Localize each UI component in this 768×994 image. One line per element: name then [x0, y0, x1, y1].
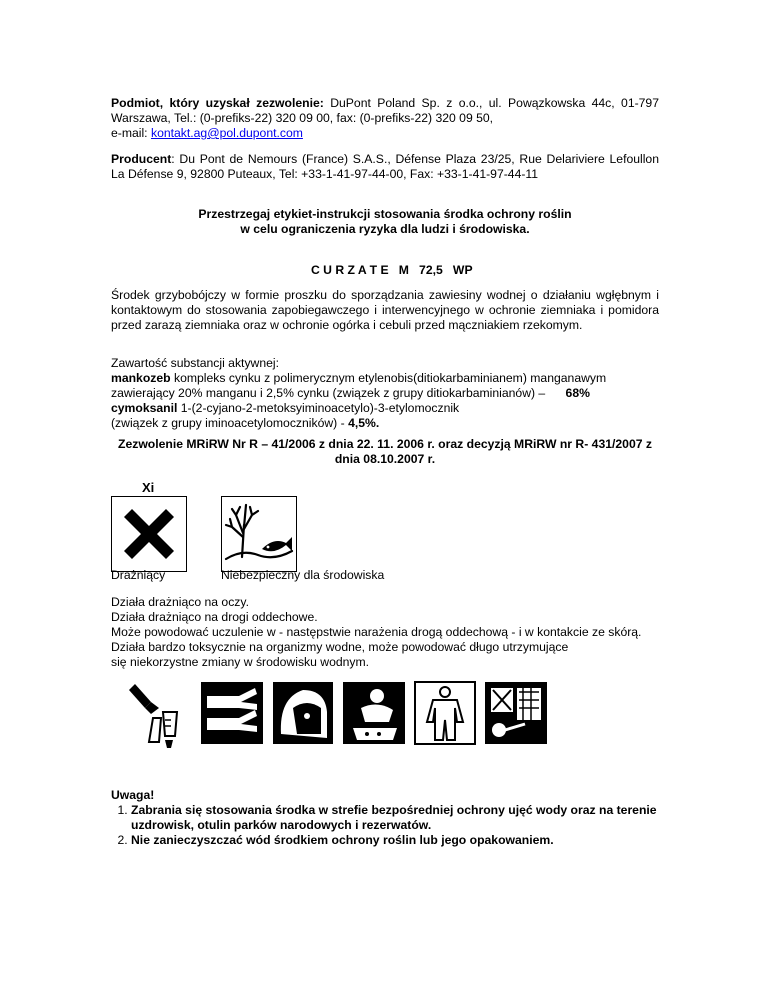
substance-2-value: 4,5%. — [348, 416, 380, 430]
risk-phrase: Działa bardzo toksycznie na organizmy wodne, może powodować długo utrzymujące — [111, 640, 569, 654]
producer-paragraph — [111, 152, 659, 182]
producer-text: : Du Pont de Nemours (France) S.A.S., Défense Plaza 23/25, Rue Delariviere Lefoullon La Défense 9, 92800 Puteaux, Tel: +33-1-41-97-44-00, Fax: +33-1-41-97-44-11 — [111, 152, 659, 181]
substance-1-name: mankozeb — [111, 371, 171, 385]
hazard-code-xi: Xi — [142, 480, 155, 495]
risk-phrase: się niekorzystne zmiany w środowisku wodnym. — [111, 655, 370, 669]
substance-1-text: kompleks cynku z polimerycznym etylenobis(ditiokarbaminianem) manganawym zawierający 20% manganu i 2,5% cynku (związek z grupy ditiokarbaminianów) – — [111, 371, 607, 400]
pictogram-row — [121, 678, 571, 754]
face-shield-icon — [273, 682, 333, 744]
producer-label: Producent — [111, 152, 172, 166]
measuring-pouring-icon — [129, 684, 177, 748]
active-substances-heading: Zawartość substancji aktywnej: — [111, 356, 279, 370]
substance-2-name: cymoksanil — [111, 401, 178, 415]
notice-list — [111, 803, 659, 848]
notice-section — [111, 788, 659, 848]
email-link[interactable]: kontakt.ag@pol.dupont.com — [150, 126, 303, 140]
email-prefix: e-mail: — [111, 126, 151, 140]
substance-1-value: 68% — [565, 386, 590, 400]
irritant-caption: Drażniący — [111, 568, 166, 582]
store-locked-icon — [485, 682, 547, 744]
washing-icon — [343, 682, 405, 744]
substance-2-group: (związek z grupy iminoacetylomoczników) - — [111, 416, 349, 430]
notice-item-1: 1. Zabrania się stosowania środka w strefie bezpośredniej ochrony ujęć wody oraz na terenie uzdrowisk, otulin parków narodowych i rezerwatów. — [131, 803, 659, 833]
risk-phrase: Może powodować uczulenie w - następstwie narażenia drogą oddechową - i w kontakcie ze skórą. — [111, 625, 642, 639]
product-description: Środek grzybobójczy w formie proszku do sporządzania zawiesiny wodnej o działaniu wgłębnym i kontaktowym do stosowania zapobiegawczego i interwencyjnego w ochronie ziemniaka i pomidora przed zarazą ziemniaka oraz w ochronie ogórka i cebuli przed mączniakiem rzekomym. — [111, 288, 659, 332]
risk-phrases — [111, 595, 659, 670]
warning-header — [111, 207, 659, 237]
active-substances — [111, 356, 659, 431]
cross-x-icon — [112, 497, 186, 571]
risk-phrase: Działa drażniąco na drogi oddechowe. — [111, 610, 318, 624]
environment-caption: Niebezpieczny dla środowiska — [221, 568, 385, 582]
warning-line-1: Przestrzegaj etykiet-instrukcji stosowania środka ochrony roślin — [198, 207, 572, 221]
notice-title: Uwaga! — [111, 788, 155, 802]
irritant-symbol — [111, 496, 187, 572]
dead-tree-fish-icon — [222, 497, 296, 571]
holder-text: DuPont Poland Sp. z o.o., ul. Powązkowska 44c, 01-797 Warszawa, Tel.: (0-prefiks-22) 320 09 00, fax: (0-prefiks-22) 320 09 50, — [111, 96, 659, 125]
permit-text: Zezwolenie MRiRW Nr R – 41/2006 z dnia 22. 11. 2006 r. oraz decyzją MRiRW nr R- 431/2007 z dnia 08.10.2007 r. — [118, 437, 652, 466]
risk-phrase: Działa drażniąco na oczy. — [111, 595, 249, 609]
holder-label: Podmiot, który uzyskał zezwolenie: — [111, 96, 324, 110]
holder-paragraph — [111, 96, 659, 141]
notice-item-2: 2. Nie zanieczyszczać wód środkiem ochrony roślin lub jego opakowaniem. — [131, 833, 659, 848]
coverall-icon — [415, 682, 475, 744]
gloves-icon — [201, 682, 263, 744]
substance-2-text: 1-(2-cyjano-2-metoksyiminoacetylo)-3-etylomocznik — [177, 401, 460, 415]
environment-symbol — [221, 496, 297, 572]
product-name: C U R Z A T E M 72,5 WP — [310, 263, 473, 277]
warning-line-2: w celu ograniczenia ryzyka dla ludzi i środowiska. — [240, 222, 530, 236]
